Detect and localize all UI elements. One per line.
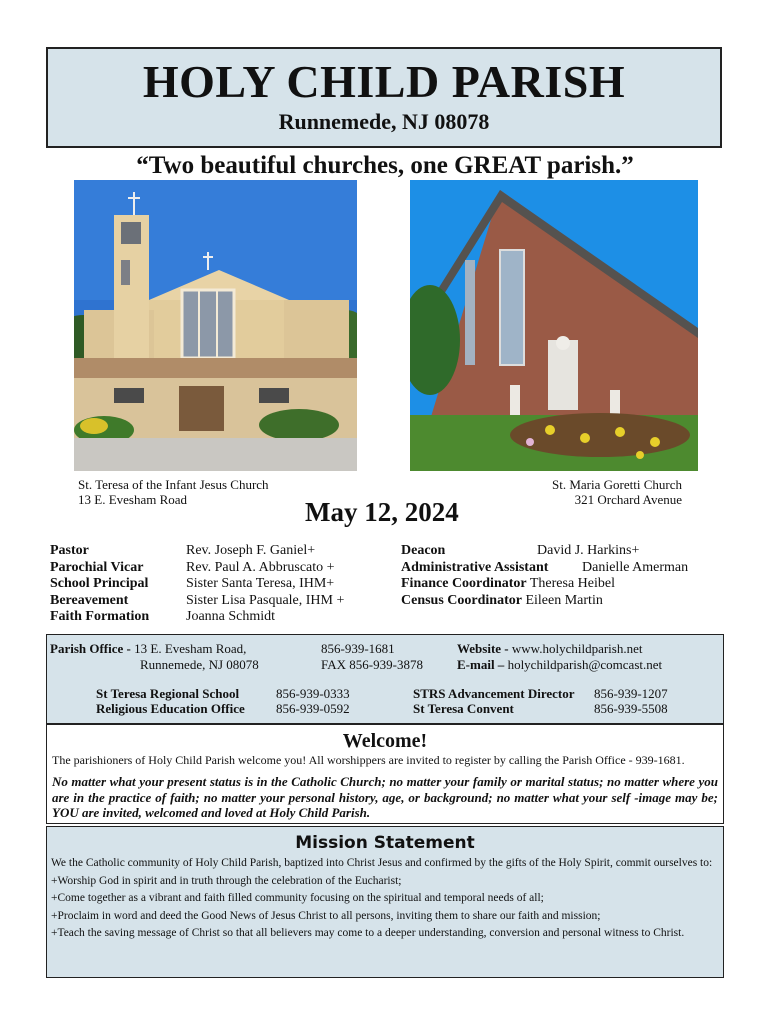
welcome-text: The parishioners of Holy Child Parish welcome you! All worshippers are invited to register by calling the Parish Office - 939-1681. [52,753,685,767]
staff-right [401,543,721,609]
office-address [50,641,246,657]
welcome-statement: No matter what your present status is in the Catholic Church; no matter your family or marital status; no matter where you are in the practice of faith; no matter your personal history, age, or background; no matter what your self -image may be; YOU are invited, welcomed and loved at Holy Child Parish. [52,774,718,820]
st-teresa-address: 13 E. Evesham Road [78,492,188,507]
header-box [46,47,722,148]
staff-role: Faith Formation [50,609,150,624]
welcome-box [46,724,724,824]
email-label: E-mail – [457,657,508,672]
mission-box [46,826,724,978]
office-address-line1: 13 E. Evesham Road, [134,641,247,656]
school-label: St Teresa Regional School [96,686,240,701]
st-maria-goretti-caption [552,477,682,507]
staff-name: David J. Harkins+ [537,543,640,558]
staff-name: Sister Santa Teresa, IHM+ [186,576,335,591]
staff-role: Administrative Assistant [401,559,549,575]
mission-item: +Teach the saving message of Christ so that all believers may come to a deeper understanding, conversion and personal witness to Christ. [51,927,685,939]
staff-row [401,593,721,610]
school-phone: 856-939-0333 [276,686,350,701]
staff-name: Joanna Schmidt [186,609,276,624]
st-maria-goretti-address: 321 Orchard Avenue [574,492,682,507]
staff-row [50,576,390,593]
mission-item: +Proclaim in word and deed the Good News of Jesus Christ to all persons, inviting them to share our faith and mission; [51,909,601,922]
office-phone: 856-939-1681 [321,641,395,656]
staff-name: Theresa Heibel [529,576,615,591]
website-row [457,641,642,657]
religious-ed-phone: 856-939-0592 [276,701,350,716]
staff-row [401,560,721,577]
convent-label: St Teresa Convent [413,701,514,716]
staff-name: Eileen Martin [525,592,603,608]
staff-role: Pastor [50,543,89,558]
convent-phone: 856-939-5508 [594,701,668,716]
staff-row [50,543,390,560]
mission-text [51,855,717,943]
parish-location: Runnemede, NJ 08078 [278,109,490,134]
staff-row [401,543,721,560]
strs-phone: 856-939-1207 [594,686,668,701]
staff-role: School Principal [50,576,149,591]
staff-row [50,593,390,610]
website-link[interactable]: www.holychildparish.net [511,641,643,656]
staff-role: Bereavement [50,592,129,608]
st-maria-goretti-church-photo [410,180,698,471]
staff-row [50,609,390,626]
staff-role: Parochial Vicar [50,559,144,575]
welcome-title: Welcome! [342,730,428,752]
website-label: Website - [457,641,512,656]
staff-role: Census Coordinator [401,592,522,608]
staff-row [50,560,390,577]
st-teresa-caption [78,477,269,507]
strs-label: STRS Advancement Director [413,686,575,701]
office-address-line2: Runnemede, NJ 08078 [140,657,259,672]
mission-title: Mission Statement [295,833,475,853]
staff-role: Finance Coordinator [401,576,527,591]
staff-left [50,543,390,626]
mission-intro: We the Catholic community of Holy Child Parish, baptized into Christ Jesus and confirmed by the gifts of the Holy Spirit, commit ourselves to: [51,857,713,869]
email-link[interactable]: holychildparish@comcast.net [507,657,663,672]
mission-item: +Worship God in spirit and in truth through the celebration of the Eucharist; [51,874,402,887]
parish-title: HOLY CHILD PARISH [142,56,626,107]
staff-role: Deacon [401,543,446,558]
tagline: “Two beautiful churches, one GREAT parish.” [136,152,634,179]
office-label: Parish Office - [50,641,135,656]
st-teresa-name: St. Teresa of the Infant Jesus Church [78,477,269,492]
staff-name: Rev. Paul A. Abbruscato + [186,559,335,575]
st-teresa-church-photo [74,180,357,471]
office-fax: FAX 856-939-3878 [321,657,423,672]
staff-name: Sister Lisa Pasquale, IHM + [186,592,345,608]
bulletin-date: May 12, 2024 [305,497,459,527]
staff-row [401,576,721,593]
staff-name: Rev. Joseph F. Ganiel+ [186,543,316,558]
parish-office-box [46,634,724,724]
staff-name: Danielle Amerman [582,559,689,575]
mission-item: +Come together as a vibrant and faith filled community focusing on the spiritual and temporal needs of all; [51,892,544,904]
email-row [457,657,662,673]
st-maria-goretti-name: St. Maria Goretti Church [552,477,682,492]
religious-ed-label: Religious Education Office [96,701,245,716]
